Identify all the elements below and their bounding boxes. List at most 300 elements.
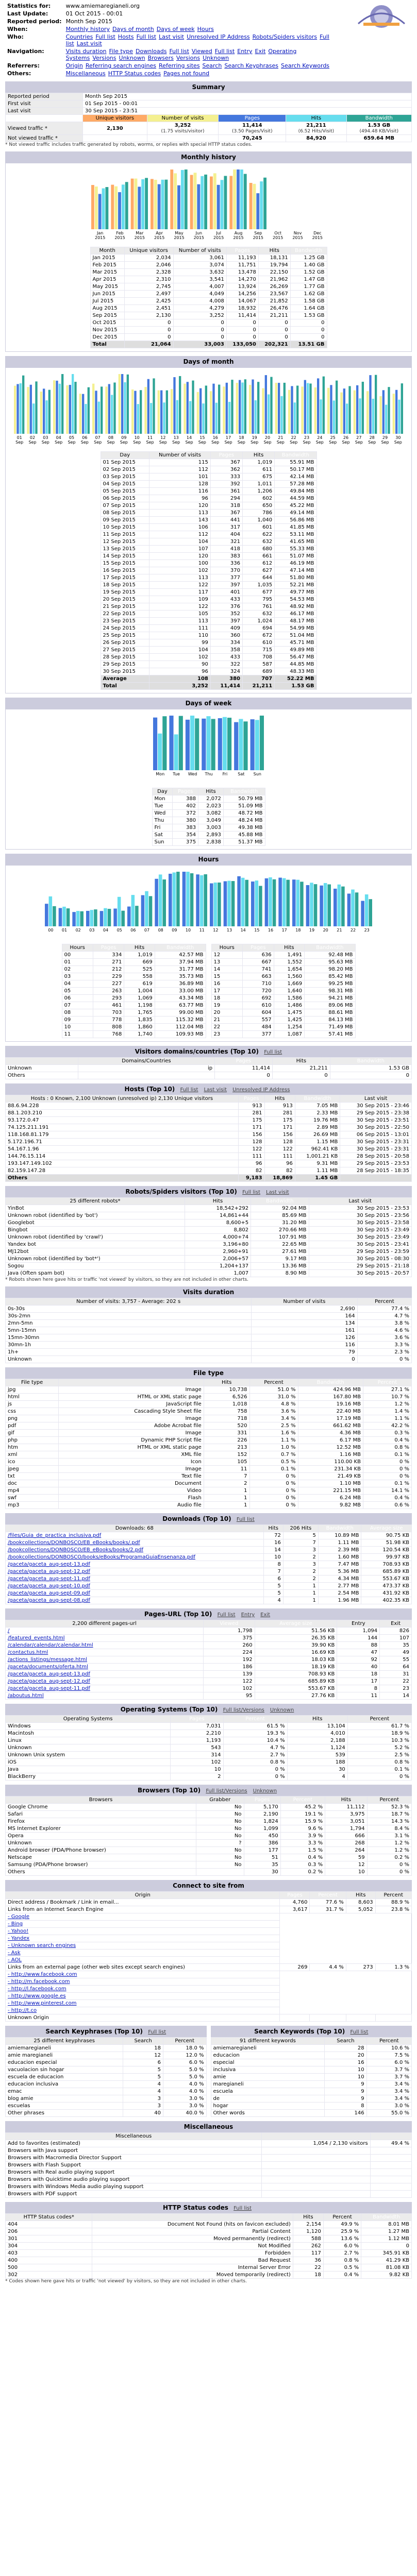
- downloads-full-list-link[interactable]: Full list: [236, 1517, 255, 1522]
- table-cell: mp4: [6, 1487, 59, 1495]
- table-cell: 0: [173, 334, 226, 341]
- table-cell: 392: [210, 481, 242, 488]
- when-link[interactable]: Days of week: [156, 26, 195, 32]
- table-cell: 3.9 %: [280, 1833, 325, 1840]
- column-header: Search: [123, 2038, 163, 2045]
- robots-link[interactable]: Full list: [242, 1190, 261, 1195]
- origin-table: [5, 1891, 412, 2022]
- chart-tick-label: Sep: [28, 440, 37, 445]
- column-header: Bandwidth: [223, 788, 265, 795]
- table-cell[interactable]: - Google: [6, 1913, 280, 1921]
- table-cell: 715: [243, 647, 275, 654]
- table-cell: 22 Sep 2015: [101, 611, 149, 618]
- column-header: Percent: [280, 1797, 325, 1804]
- table-row: [211, 1009, 355, 1016]
- table-cell: 113: [149, 510, 211, 517]
- nav-link[interactable]: Exit: [255, 48, 266, 55]
- table-row: [211, 2059, 412, 2066]
- table-cell: 1.40 GB: [290, 262, 327, 269]
- table-cell: 21,211: [243, 683, 275, 690]
- table-row: [62, 980, 206, 988]
- table-cell: 557: [242, 1016, 274, 1024]
- table-cell[interactable]: - Unknown search engines: [6, 1942, 280, 1950]
- table-row: [6, 1437, 412, 1444]
- table-cell: 19 Sep 2015: [101, 589, 149, 596]
- table-cell: 18,869: [264, 1175, 295, 1182]
- when-link[interactable]: Days of month: [112, 26, 154, 32]
- table-cell: 139: [204, 1671, 255, 1678]
- table-cell: 0.7 %: [249, 1451, 298, 1459]
- who-link[interactable]: Full list: [65, 33, 329, 47]
- http-link[interactable]: Full list: [233, 2206, 252, 2211]
- chart-tick-label: 01: [61, 928, 67, 933]
- table-row: [211, 973, 355, 980]
- table-cell: 21: [211, 1016, 242, 1024]
- os-link[interactable]: Unknown: [270, 1707, 294, 1713]
- table-cell: 324: [210, 668, 242, 675]
- column-header: Hits: [185, 1198, 251, 1205]
- table-row: [6, 2272, 412, 2279]
- table-cell: 1,040: [243, 517, 275, 524]
- who-link[interactable]: Full list: [95, 33, 115, 40]
- nav-link[interactable]: File type: [109, 48, 134, 55]
- table-cell: Firefox: [6, 1818, 196, 1825]
- table-cell: 4,279: [173, 305, 226, 312]
- table-cell: 30 Sep 2015 - 08:30: [309, 1256, 411, 1263]
- table-cell: 2,034: [124, 255, 173, 262]
- table-cell: 107: [380, 1635, 412, 1642]
- table-cell: 372: [173, 810, 198, 817]
- table-cell[interactable]: - http://www.google.es: [6, 1993, 280, 2000]
- table-row: [6, 1342, 412, 1349]
- others-link[interactable]: Miscellaneous: [65, 70, 106, 77]
- table-cell: 404: [210, 531, 242, 538]
- table-cell: 2.89 MB: [295, 1124, 340, 1131]
- who-link[interactable]: Hosts: [118, 33, 134, 40]
- nav-link[interactable]: Downloads: [136, 48, 167, 55]
- table-cell: 3.8 %: [357, 1320, 411, 1327]
- table-cell: [370, 2169, 411, 2176]
- table-cell: 161: [252, 1327, 358, 1334]
- table-cell: 644: [243, 574, 275, 582]
- table-cell: 13: [211, 959, 242, 966]
- table-cell: 913: [238, 1103, 264, 1110]
- table-cell: Opera: [6, 1833, 196, 1840]
- nav-link[interactable]: Full list: [169, 48, 189, 55]
- table-row: [6, 1167, 412, 1175]
- table-cell[interactable]: - Yandex: [6, 1935, 280, 1942]
- column-header: [92, 2214, 293, 2221]
- table-cell: 4,000+74: [185, 1234, 251, 1241]
- table-cell: 2.7 %: [223, 1752, 287, 1759]
- table-cell[interactable]: /bookcollections/DONBOSCO/EB_eBooks/books/2.pdf: [6, 1547, 264, 1554]
- keywords-table: [211, 2037, 412, 2117]
- table-row: [101, 502, 316, 510]
- nav-link[interactable]: Full list: [214, 48, 235, 55]
- column-header: Entry: [337, 1620, 380, 1628]
- table-cell: 317: [210, 524, 242, 531]
- table-cell: 2: [204, 1480, 249, 1487]
- hits-bar: [90, 910, 93, 926]
- table-cell: 56.86 MB: [275, 517, 316, 524]
- chart-tick-label: Jun: [195, 231, 202, 235]
- table-row: [6, 2014, 412, 2022]
- table-cell: educacion: [211, 2052, 325, 2059]
- chart-tick-label: Sep: [276, 440, 285, 445]
- hosts-link[interactable]: Full list: [180, 1087, 198, 1093]
- table-cell[interactable]: /: [6, 1628, 204, 1635]
- table-cell: 418: [210, 546, 242, 553]
- when-link[interactable]: Monthly history: [65, 26, 110, 32]
- table-cell[interactable]: - http://t.co: [6, 2007, 280, 2014]
- bandwidth-bar: [259, 716, 263, 770]
- table-cell: 8,603: [346, 1899, 375, 1906]
- nav-link[interactable]: Viewed: [191, 48, 212, 55]
- table-cell: 0.6 %: [363, 1502, 411, 1509]
- table-cell: 352: [210, 611, 242, 618]
- table-cell: 206: [6, 2228, 92, 2235]
- table-cell: 3.7 %: [366, 2074, 411, 2081]
- table-cell: Average: [101, 675, 149, 683]
- others-link[interactable]: HTTP Status codes: [108, 70, 161, 77]
- table-cell: 3.7 %: [366, 2066, 411, 2074]
- table-cell: [262, 2155, 370, 2162]
- visits-bar: [379, 396, 381, 434]
- table-cell: YinBot: [6, 1205, 185, 1212]
- table-cell[interactable]: /aboutus.html: [6, 1692, 204, 1700]
- table-cell: 0.5 %: [323, 2264, 361, 2272]
- bandwidth-bar: [327, 885, 331, 926]
- table-cell: 4.6 %: [357, 1327, 411, 1334]
- who-link[interactable]: Unresolved IP Address: [187, 33, 250, 40]
- others-link[interactable]: Pages not found: [163, 70, 210, 77]
- chart-tick-label: 04: [56, 435, 61, 440]
- nav-link[interactable]: Browsers: [147, 55, 174, 61]
- chart-tick-label: Sep: [106, 440, 115, 445]
- table-cell[interactable]: /featured_events.html: [6, 1635, 204, 1642]
- pages-bar: [347, 894, 351, 926]
- table-cell[interactable]: /gaceta/gaceta_aug-sept-10.pdf: [6, 1583, 264, 1590]
- table-cell[interactable]: /gaceta/gaceta_aug-sept-11.pdf: [6, 1685, 204, 1692]
- table-cell: 1,099: [244, 1825, 280, 1833]
- hosts-link[interactable]: Last visit: [204, 1087, 227, 1093]
- visits-bar: [154, 180, 157, 229]
- table-cell: 6.0 %: [323, 2243, 361, 2250]
- nav-link[interactable]: Unknown: [203, 55, 229, 61]
- os-link[interactable]: Full list/Versions: [223, 1707, 264, 1713]
- table-cell: 11,414: [215, 1065, 273, 1072]
- table-cell: 362: [210, 466, 242, 473]
- nav-link[interactable]: Entry: [237, 48, 253, 55]
- who-links: [64, 33, 356, 47]
- table-cell: 622: [243, 531, 275, 538]
- visits-bar: [366, 391, 369, 434]
- table-row: [152, 810, 265, 817]
- table-cell: 484: [242, 1024, 274, 1031]
- ref-link[interactable]: Referring sites: [159, 62, 200, 69]
- table-cell: 3,074: [173, 262, 226, 269]
- table-cell: [370, 2191, 411, 2198]
- column-header: Bandwidth: [361, 2214, 412, 2221]
- table-cell[interactable]: /gaceta/gaceta_aug-sept-12.pdf: [6, 1678, 204, 1685]
- table-cell: 77.6 %: [310, 1899, 346, 1906]
- table-cell: 31.20 MB: [251, 1219, 309, 1227]
- when-link[interactable]: Hours: [197, 26, 214, 32]
- table-cell: 0.4 %: [363, 1437, 411, 1444]
- ref-link[interactable]: Search Keyphrases: [224, 62, 279, 69]
- who-link[interactable]: Last visit: [76, 40, 102, 47]
- table-cell: 685.89 KB: [255, 1678, 337, 1685]
- pages-bar: [56, 381, 58, 434]
- table-cell[interactable]: - http://m.facebook.com: [6, 1978, 280, 1986]
- table-cell: 30 Sep 2015 - 23:58: [309, 1219, 411, 1227]
- table-cell: 553.67 KB: [361, 1575, 412, 1583]
- bandwidth-bar: [153, 378, 155, 434]
- table-cell: 718: [204, 1415, 249, 1422]
- table-cell[interactable]: - http://www.pinterest.com: [6, 2000, 280, 2007]
- table-cell[interactable]: /calendar/calendar/calendar.html: [6, 1642, 204, 1649]
- robots-link[interactable]: Last visit: [266, 1190, 289, 1195]
- table-cell: 1.53 GB: [330, 1065, 411, 1072]
- table-cell: 0.3 %: [363, 1430, 411, 1437]
- unique-bar: [130, 179, 134, 229]
- table-cell: 112: [149, 531, 211, 538]
- column-header: [59, 1379, 204, 1386]
- table-cell: 115: [149, 459, 211, 466]
- table-row: [6, 1649, 412, 1656]
- table-cell[interactable]: /gaceta/gaceta_aug-sept-08.pdf: [6, 1597, 264, 1604]
- table-row: [62, 1009, 206, 1016]
- hours-section: [5, 854, 412, 1042]
- visits-bar: [210, 391, 212, 434]
- table-cell: 0.8 %: [223, 1759, 287, 1766]
- table-row: [6, 1430, 412, 1437]
- table-cell[interactable]: - Yahoo!: [6, 1928, 280, 1935]
- pages-link[interactable]: Entry: [241, 1612, 255, 1618]
- column-header: Percent: [223, 1716, 287, 1723]
- table-cell: 5.2 %: [347, 1744, 411, 1752]
- table-cell: jpg: [6, 1386, 59, 1394]
- who-link[interactable]: Countries: [65, 33, 93, 40]
- table-cell[interactable]: - http://l.facebook.com: [6, 1986, 280, 1993]
- table-cell: Unknown Origin: [6, 2014, 280, 2022]
- table-cell: 10.4 %: [223, 1737, 287, 1744]
- table-cell: JavaScript file: [59, 1401, 204, 1408]
- hits-bar: [163, 402, 165, 434]
- table-cell: 41.65 MB: [275, 538, 316, 546]
- table-cell: 9: [325, 2088, 366, 2095]
- table-cell: 627: [243, 567, 275, 574]
- table-cell: 47.14 MB: [275, 567, 316, 574]
- table-row: [6, 1480, 412, 1487]
- chart-tick-label: 11: [147, 435, 153, 440]
- nav-link[interactable]: Unknown: [119, 55, 145, 61]
- nav-link[interactable]: Visits duration: [65, 48, 107, 55]
- table-cell[interactable]: /gaceta/gaceta_aug-sept-12.pdf: [6, 1568, 264, 1575]
- table-cell: 31.7 %: [310, 1906, 346, 1913]
- weekly-table: [152, 788, 265, 846]
- table-cell[interactable]: - http://www.facebook.com: [6, 1971, 280, 1978]
- table-cell: Unknown: [6, 1065, 78, 1072]
- table-cell: Browsers with Java support: [6, 2147, 262, 2155]
- table-cell: 632: [243, 538, 275, 546]
- chart-tick-label: 26: [343, 435, 348, 440]
- table-cell: 71.49 MB: [305, 1024, 355, 1031]
- keywords-full-list-link[interactable]: Full list: [350, 2029, 369, 2035]
- table-cell[interactable]: /bookcollections/DONBOSCO/books/eBooks/ProgramaGuiaEnsenanza.pdf: [6, 1554, 264, 1561]
- table-cell: 88.61 MB: [305, 1009, 355, 1016]
- pages-link[interactable]: Full list: [217, 1612, 236, 1618]
- table-row: [211, 952, 355, 959]
- table-cell: 543: [171, 1744, 223, 1752]
- unique-bar: [91, 185, 94, 229]
- table-row: [6, 2103, 207, 2110]
- table-cell: 710: [242, 980, 274, 988]
- table-cell: 221.15 MB: [298, 1487, 363, 1495]
- table-row: [6, 1539, 412, 1547]
- bandwidth-bar: [145, 178, 148, 229]
- chart-tick-label: 17: [225, 435, 231, 440]
- pages-bar: [361, 901, 364, 926]
- viewed-bw: 1.53 GB: [368, 123, 391, 128]
- domains-full-list-link[interactable]: Full list: [264, 1049, 282, 1055]
- table-cell: 0: [124, 327, 173, 334]
- table-cell: 4.7 %: [357, 1313, 411, 1320]
- table-cell: 5.36 MB: [318, 1568, 361, 1575]
- table-row: [6, 1628, 412, 1635]
- table-row: [6, 2088, 207, 2095]
- table-cell: 110: [149, 632, 211, 639]
- table-row: [211, 1024, 355, 1031]
- who-link[interactable]: Last visit: [159, 33, 185, 40]
- table-cell: 2: [283, 1568, 318, 1575]
- ref-link[interactable]: Search Keywords: [281, 62, 330, 69]
- table-cell: 1.64 GB: [290, 305, 327, 312]
- table-cell[interactable]: /files/Guia_de_practica_inclusiva.pdf: [6, 1532, 264, 1539]
- table-cell: 1,740: [124, 1031, 155, 1038]
- hosts-link[interactable]: Unresolved IP Address: [232, 1087, 290, 1093]
- table-cell: Jan 2015: [90, 255, 124, 262]
- table-cell[interactable]: /gaceta/gaceta_aug-sept-11.pdf: [6, 1575, 264, 1583]
- table-cell: 90.75 KB: [361, 1532, 412, 1539]
- chart-tick-label: 2015: [134, 235, 145, 240]
- pages-link[interactable]: Exit: [260, 1612, 271, 1618]
- table-cell[interactable]: - Bing: [6, 1921, 280, 1928]
- ref-link[interactable]: Origin: [65, 62, 83, 69]
- pages-bar: [197, 184, 200, 229]
- table-cell: emac: [6, 2088, 123, 2095]
- chart-tick-label: Sep: [67, 440, 76, 445]
- table-cell: [346, 2014, 375, 2022]
- table-cell: 96: [264, 1160, 295, 1167]
- table-cell: 126: [252, 1334, 358, 1342]
- column-header: Pages: [280, 1892, 310, 1899]
- bandwidth-bar: [259, 886, 262, 926]
- table-cell: 8.90 MB: [251, 1270, 309, 1277]
- browsers-link[interactable]: Full list/Versions: [206, 1788, 247, 1794]
- pages-bar: [43, 388, 45, 434]
- table-cell: 42.14 MB: [275, 473, 316, 481]
- table-cell[interactable]: /actions_listings/message.html: [6, 1656, 204, 1664]
- table-cell: 61.7 %: [347, 1723, 411, 1730]
- table-cell: Unknown: [6, 1840, 196, 1847]
- table-cell: 264: [325, 1847, 368, 1854]
- table-cell: 1.4 %: [363, 1408, 411, 1415]
- table-cell: 122: [204, 1678, 255, 1685]
- table-cell: 49.9 %: [323, 2221, 361, 2228]
- nav-link[interactable]: Operating Systems: [65, 48, 297, 61]
- table-cell: No: [196, 1825, 244, 1833]
- pages-bar: [369, 375, 371, 434]
- table-cell[interactable]: - Ask: [6, 1950, 280, 1957]
- visits-bar: [249, 385, 251, 434]
- table-cell[interactable]: /contactus.html: [6, 1649, 204, 1656]
- table-row: [6, 1597, 412, 1604]
- chart-tick-label: 17: [281, 928, 287, 933]
- nav-link[interactable]: Versions: [176, 55, 201, 61]
- table-cell: 1,640: [274, 988, 304, 995]
- table-cell: 26,476: [258, 305, 290, 312]
- table-cell: 1,254: [274, 1024, 304, 1031]
- table-cell[interactable]: /bookcollections/DONBOSCO/EB_eBooks/books/.pdf: [6, 1539, 264, 1547]
- table-row: [6, 1473, 412, 1480]
- table-cell: Unknown Unix system: [6, 1752, 171, 1759]
- ref-link[interactable]: Referring search engines: [85, 62, 157, 69]
- table-cell: 85.42 MB: [305, 973, 355, 980]
- downloads-table: [5, 1524, 412, 1604]
- table-cell[interactable]: /gaceta/gaceta_aug-sept-13.pdf: [6, 1561, 264, 1568]
- chart-tick-label: Sep: [380, 440, 389, 445]
- table-row: [101, 683, 316, 690]
- viewed-label: Viewed traffic *: [6, 122, 83, 135]
- pages-bar: [58, 908, 62, 926]
- table-cell: 28: [325, 2045, 366, 2052]
- who-link[interactable]: Robots/Spiders visitors: [252, 33, 318, 40]
- table-cell[interactable]: - AOL: [6, 1957, 280, 1964]
- table-row: [6, 1833, 412, 1840]
- table-cell: 2,210: [171, 1730, 223, 1737]
- bandwidth-bar: [162, 716, 166, 770]
- table-cell: 21,211: [258, 312, 290, 319]
- browsers-link[interactable]: Unknown: [253, 1788, 277, 1794]
- table-cell: 28 Sep 2015: [101, 654, 149, 661]
- table-cell: 333: [210, 473, 242, 481]
- table-cell: 424.96 MB: [298, 1386, 363, 1394]
- keyphrases-full-list-link[interactable]: Full list: [148, 2029, 166, 2035]
- table-row: [6, 1212, 412, 1219]
- who-link[interactable]: Full list: [136, 33, 157, 40]
- table-cell[interactable]: /gaceta/gaceta_aug-sept-09.pdf: [6, 1590, 264, 1597]
- pages-bar: [225, 383, 227, 434]
- table-cell[interactable]: /gaceta/documents/oferta.html: [6, 1664, 204, 1671]
- hits-bar: [307, 383, 309, 434]
- table-cell: maregianeli: [211, 2081, 325, 2088]
- pages-bar: [45, 904, 48, 926]
- table-cell: 156: [238, 1131, 264, 1139]
- table-cell: 50.17 MB: [275, 466, 316, 473]
- ref-link[interactable]: Search: [202, 62, 222, 69]
- keyphrases-table: [5, 2037, 207, 2117]
- table-cell[interactable]: /gaceta/gaceta_aug-sept-13.pdf: [6, 1671, 204, 1678]
- filetype-section: [5, 1367, 412, 1509]
- table-cell: 30 Sep 2015 - 20:57: [309, 1270, 411, 1277]
- pages-bar: [343, 388, 345, 434]
- nav-link[interactable]: Versions: [92, 55, 116, 61]
- table-row: [90, 319, 327, 327]
- table-cell: 3: [283, 1547, 318, 1554]
- table-row: [6, 1892, 412, 1899]
- table-cell: especial: [211, 2059, 325, 2066]
